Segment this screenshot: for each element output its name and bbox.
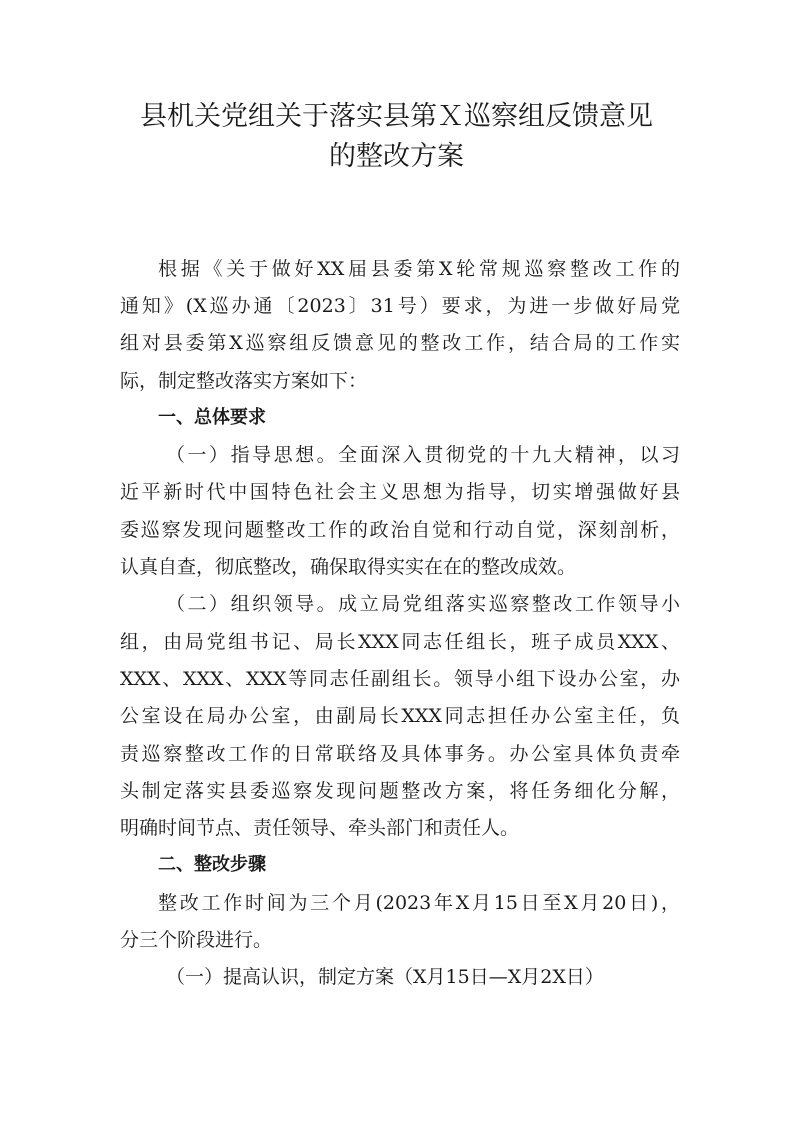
section-2-line-1: 整改工作时间为三个月(2023年X月15日至X月20日)，: [158, 892, 680, 914]
section-1-item-2-line-5: 责巡察整改工作的日常联络及具体事务。办公室具体负责牵: [120, 743, 680, 765]
section-2-heading: 二、整改步骤: [158, 854, 266, 875]
document-title-line-1: 县机关党组关于落实县第Ｘ巡察组反馈意见: [140, 101, 653, 132]
section-1-heading: 一、总体要求: [158, 407, 266, 428]
section-1-item-2-line-1: （二）组织领导。成立局党组落实巡察整改工作领导小: [166, 593, 680, 615]
intro-line-3: 组对县委第X巡察组反馈意见的整改工作，结合局的工作实: [120, 332, 680, 354]
section-1-item-1-line-2: 近平新时代中国特色社会主义思想为指导，切实增强做好县: [120, 481, 680, 503]
section-1-item-1-line-4: 认真自查，彻底整改，确保取得实实在在的整改成效。: [120, 556, 577, 578]
section-1-item-2-line-7: 明确时间节点、责任领导、牵头部门和责任人。: [120, 817, 520, 839]
section-1-item-1-line-1: （一）指导思想。全面深入贯彻党的十九大精神，以习: [166, 444, 680, 466]
section-2-item-1: （一）提高认识，制定方案（X月15日—X月2X日）: [166, 966, 604, 988]
intro-line-1: 根据《关于做好XX届县委第X轮常规巡察整改工作的: [158, 258, 680, 280]
intro-line-2: 通知》(X巡办通〔2023〕31号）要求，为进一步做好局党: [120, 295, 680, 317]
section-1-item-2-line-6: 头制定落实县委巡察发现问题整改方案，将任务细化分解，: [120, 780, 680, 802]
section-1-item-2-line-2: 组，由局党组书记、局长XXX同志任组长，班子成员XXX、: [120, 631, 680, 653]
section-1-item-1-line-3: 委巡察发现问题整改工作的政治自觉和行动自觉，深刻剖析，: [120, 519, 680, 541]
document-title-line-2: 的整改方案: [329, 141, 464, 172]
section-1-item-2-line-3: XXX、XXX、XXX等同志任副组长。领导小组下设办公室，办: [120, 668, 680, 690]
intro-line-4: 际，制定整改落实方案如下：: [120, 370, 368, 392]
section-2-line-2: 分三个阶段进行。: [120, 929, 273, 951]
section-1-item-2-line-4: 公室设在局办公室，由副局长XXX同志担任办公室主任，负: [120, 705, 680, 727]
